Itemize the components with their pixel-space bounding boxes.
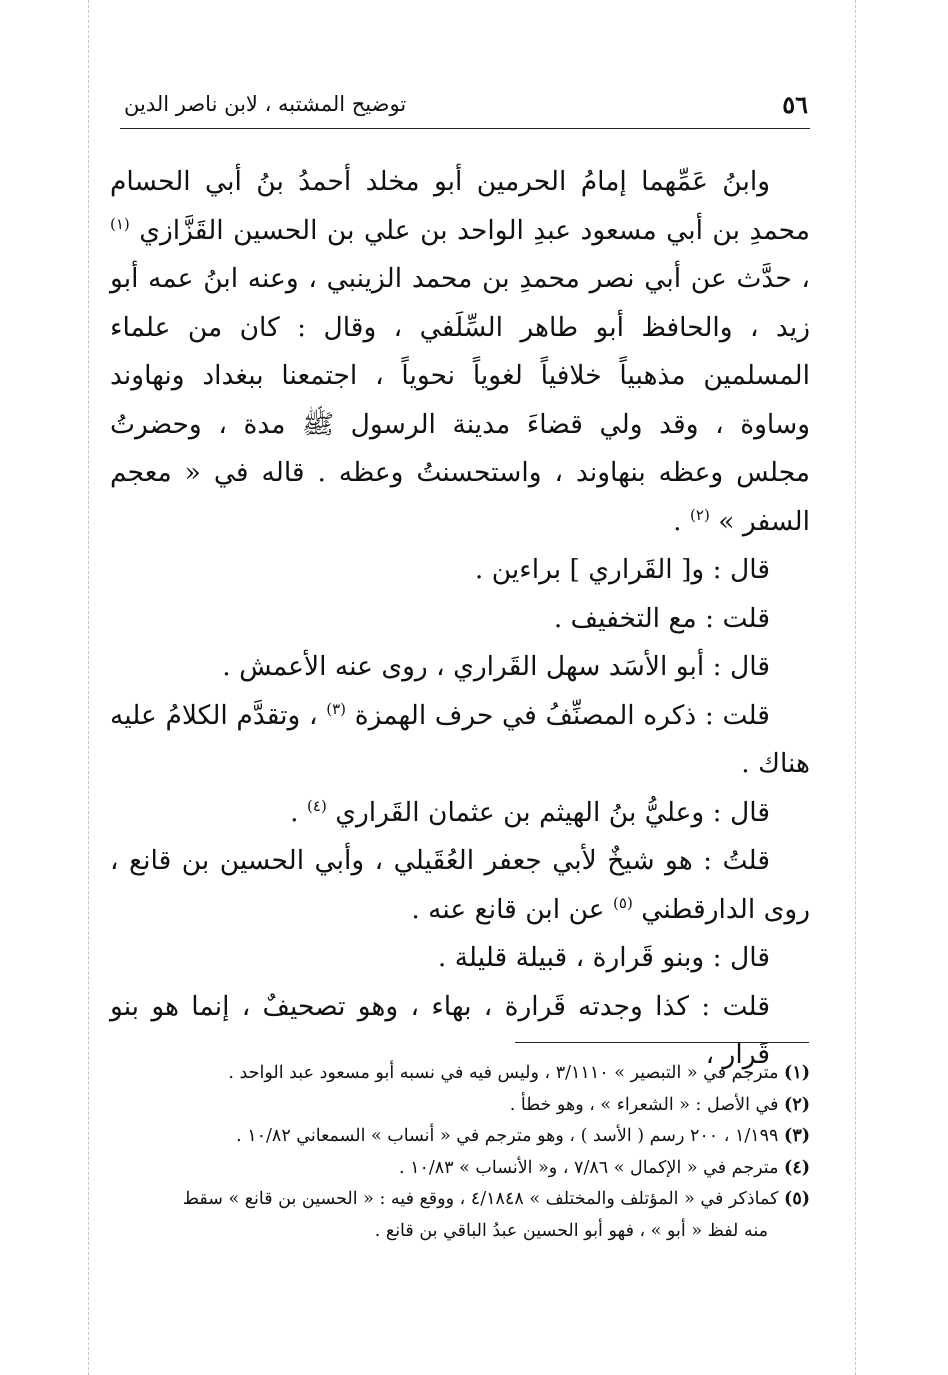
text-segment: قال : وعليُّ بنُ الهيثم بن عثمان القَراري: [335, 796, 770, 828]
footnote-number: (٥): [784, 1189, 810, 1209]
paragraph-qal-4: قال : وبنو قَرارة ، قبيلة قليلة .: [437, 942, 770, 973]
paragraph-qult-3: [110, 837, 810, 934]
footnote-ref: (٥): [613, 893, 633, 912]
footnote-2: [110, 1090, 810, 1122]
footnote-4: [110, 1153, 810, 1185]
footnote-text: مترجم في « التبصير » ٣/١١١٠ ، وليس فيه في نسبه أبو مسعود عبد الواحد .: [228, 1063, 779, 1083]
footnotes: [110, 1058, 810, 1247]
footnote-text: مترجم في « الإكمال » ٧/٨٦ ، و« الأنساب » ١٠/٨٣ .: [398, 1157, 779, 1178]
paragraph-qal-3: [110, 789, 810, 838]
footnote-text: في الأصل : « الشعراء » ، وهو خطأ .: [509, 1094, 779, 1115]
paragraph-qult-4: قلت : كذا وجدته قَرارة ، بهاء ، وهو تصحيفٌ ، إنما هو بنو قَرار ،: [110, 990, 770, 1070]
footnote-ref: (٢): [690, 505, 710, 524]
footnote-1: [110, 1058, 810, 1090]
paragraph-qult-1: قلت : مع التخفيف .: [553, 602, 770, 634]
page-number: ٥٦: [782, 90, 808, 119]
page-header: [120, 80, 810, 129]
text-segment: قلتُ : هو شيخٌ لأبي جعفر العُقَيلي ، وأبي الحسين بن قانع ، روى الدارقطني: [110, 845, 810, 925]
footnote-number: (٣): [784, 1126, 810, 1146]
footnote-number: (١): [784, 1063, 810, 1083]
text-segment: قلت : ذكره المصنِّفُ في حرف الهمزة: [354, 699, 770, 731]
footnote-5: [110, 1184, 810, 1216]
footnote-ref: (٣): [326, 699, 347, 718]
text-segment: .: [290, 796, 299, 828]
footnote-ref: (٤): [307, 796, 327, 815]
paragraph-intro: [110, 158, 810, 546]
footnote-ref: (١): [110, 214, 130, 233]
footnote-number: (٢): [784, 1094, 810, 1115]
text-segment: .: [673, 505, 682, 537]
paragraph-qal-1: قال : و[ القَراري ] براءين .: [474, 554, 770, 585]
main-text: [110, 158, 810, 1080]
running-title: توضيح المشتبه ، لابن ناصر الدين: [124, 92, 407, 116]
paragraph-qult-2: [110, 692, 810, 789]
footnote-number: (٤): [784, 1157, 810, 1178]
footnote-5-continued: منه لفظ « أبو » ، فهو أبو الحسين عبدُ الباقي بن قانع .: [374, 1220, 768, 1241]
footnote-text: ١/١٩٩ ، ٢٠٠ رسم ( الأسد ) ، وهو مترجم في « أنساب » السمعاني ١٠/٨٢ .: [236, 1126, 779, 1146]
footnote-text: كماذكر في « المؤتلف والمختلف » ٤/١٨٤٨ ، ووقع فيه : « الحسين بن قانع » سقط: [182, 1189, 779, 1209]
text-segment: ، وتقدَّم الكلامُ عليه هناك .: [110, 699, 810, 779]
text-segment: عن ابن قانع عنه .: [411, 893, 605, 925]
footnote-separator: [515, 1042, 809, 1043]
text-segment: وابنُ عَمِّهما إمامُ الحرمين أبو مخلد أحمدُ بنُ أبي الحسام محمدِ بن أبي مسعود عبدِ الواحد بن علي بن الحسين القَزَّازي: [110, 166, 810, 246]
footnote-3: [110, 1121, 810, 1153]
text-segment: ، حدَّث عن أبي نصر محمدِ بن محمد الزينبي ، وعنه ابنُ عمه أبو زيد ، والحافظ أبو طاهر السِّلَفي ، وقال : كان من علماء المسلمين مذهبياً خلافياً لغوياً نحوياً ، اجتمعنا ببغداد ونهاوند وساوة ، وقد ولي قضاءَ مدينة الرسول ﷺ مدة ، وحضرتُ مجلس وعظه بنهاوند ، واستحسنتُ وعظه . قاله في « معجم السفر »: [110, 263, 810, 537]
paragraph-qal-2: قال : أبو الأسَد سهل القَراري ، روى عنه الأعمش .: [222, 651, 770, 682]
